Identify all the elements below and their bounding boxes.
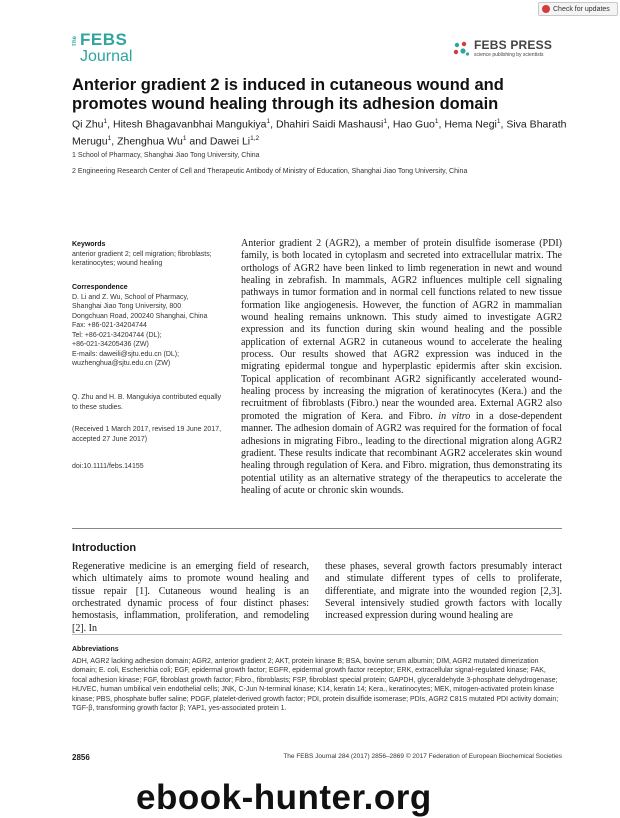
author-list <box>72 115 572 148</box>
author-name: Dhahiri Saidi Mashausi <box>275 118 384 131</box>
affiliation-2: 2 Engineering Research Center of Cell and Therapeutic Antibody of Ministry of Education, Shanghai Jiao Tong University, China <box>72 168 468 175</box>
author-separator: , <box>270 118 276 131</box>
author-name: Hitesh Bhagavanbhai Mangukiya <box>112 118 267 131</box>
author-separator: , <box>107 118 113 131</box>
affiliation-1: 1 School of Pharmacy, Shanghai Jiao Tong University, China <box>72 152 260 159</box>
correspondence-heading: Correspondence <box>72 284 128 291</box>
press-tagline: science publishing by scientists <box>474 52 544 58</box>
author-separator: , <box>500 118 507 131</box>
updates-icon <box>542 5 550 13</box>
check-for-updates-label: Check for updates <box>553 6 610 13</box>
febs-journal-logo <box>72 30 154 70</box>
correspondence-line: +86-021-34205436 (ZW) <box>72 341 149 348</box>
abbreviations-divider <box>72 634 562 635</box>
correspondence-line: Tel: +86-021-34204744 (DL); <box>72 331 162 339</box>
logo-the-text: The <box>72 36 78 47</box>
correspondence-block <box>72 283 222 369</box>
author-name: Hema Negi <box>444 118 497 131</box>
author-separator: and <box>186 135 210 147</box>
author-affiliation-mark: 1 <box>103 118 108 125</box>
abbreviations-heading: Abbreviations <box>72 646 119 653</box>
author-affiliation-mark: 1,2 <box>250 134 260 142</box>
author-separator: , <box>111 135 118 147</box>
introduction-col-1: Regenerative medicine is an emerging field of research, which ultimately aims to promote wound healing and tissue repair [1]. Cutaneous wound healing is an orchestrated dynamic process of four distinct phases: hemostasis, inflammation, proliferation, and remodeling [2]. In <box>72 561 309 634</box>
author-name: Dawei Li <box>209 135 251 147</box>
correspondence-line: Shanghai Jiao Tong University, 800 <box>72 303 182 310</box>
correspondence-email-link[interactable]: E-mails: daweili@sjtu.edu.cn (DL); <box>72 350 180 358</box>
correspondence-line: Fax: +86-021-34204744 <box>72 322 147 329</box>
logo-febs-text: FEBS <box>80 30 128 49</box>
author-separator: , <box>438 118 445 131</box>
keywords-text: anterior gradient 2; cell migration; fibroblasts; keratinocytes; wound healing <box>72 250 212 267</box>
logo-journal-text: Journal <box>80 48 133 65</box>
febs-press-logo <box>452 38 562 60</box>
author-affiliation-mark: 1 <box>496 118 501 125</box>
introduction-heading: Introduction <box>72 542 137 554</box>
abbreviations-text: ADH, AGR2 lacking adhesion domain; AGR2, anterior gradient 2; AKT, protein kinase B; BSA, bovine serum albumin; DIM, AGR2 mutated dimerization domain; E. coli, Escherichia coli; EGF, epidermal growth factor; EGFR, epidermal growth factor receptor; ERK, extracellular signal-regulated kinase; FAK, focal adhesion kinase; FGF, fibroblast growth factor; Fibro., fibroblasts; FSP, fibroblast special protein; GAPDH, glyceraldehyde 3-phosphate dehydrogenase; HUVEC, human umbilical vein endothelial cells; JNK, C-Jun N-terminal kinase; K14, keratin 14; Kera., keratinocytes; MEK, mitogen-activated protein kinase kinase; PBS, phosphate buffer saline; PDGF, platelet-derived growth factor; PDI, protein disulfide isomerase; PDIs, AGR2 C81S mutated PDI activity domain; TGF-β, transforming growth factor β; YAP1, yes-associated protein 1. <box>72 658 559 713</box>
author-name: Zhenghua Wu <box>117 135 183 147</box>
section-divider <box>72 528 562 529</box>
contribution-note: Q. Zhu and H. B. Mangukiya contributed equally to these studies. <box>72 394 222 411</box>
correspondence-line: Dongchuan Road, 200240 Shanghai, China <box>72 312 208 320</box>
received-dates: (Received 1 March 2017, revised 19 June 2017, accepted 27 June 2017) <box>72 426 222 443</box>
page-number: 2856 <box>72 753 90 762</box>
author-separator: , <box>387 118 393 131</box>
correspondence-line: D. Li and Z. Wu, School of Pharmacy, <box>72 293 189 301</box>
keywords-block <box>72 240 222 269</box>
press-name: FEBS PRESS <box>474 38 553 52</box>
author-name: Siva Bharath Merugu <box>72 118 567 147</box>
author-name: Hao Guo <box>392 118 435 131</box>
italic-term: in vitro <box>438 410 471 422</box>
article-title: Anterior gradient 2 is induced in cutaneous wound and promotes wound healing through its adhesion domain <box>72 76 504 113</box>
check-for-updates-button[interactable] <box>538 2 618 16</box>
author-affiliation-mark: 1 <box>434 118 439 125</box>
author-affiliation-mark: 1 <box>182 134 187 142</box>
doi-link[interactable]: doi:10.1111/febs.14155 <box>72 463 144 470</box>
correspondence-email-link[interactable]: wuzhenghua@sjtu.edu.cn (ZW) <box>72 360 171 367</box>
watermark-text: ebook-hunter.org <box>136 778 432 817</box>
author-affiliation-mark: 1 <box>266 118 271 125</box>
journal-citation: The FEBS Journal 284 (2017) 2856–2869 © 2017 Federation of European Biochemical Societies <box>283 753 562 760</box>
introduction-col-2: these phases, several growth factors presumably interact and stimulate different types of cells to proliferate, differentiate, and migrate into the wounded region [2,3]. Several intensively studied growth factors with locally increased expression during wound healing are <box>325 561 562 622</box>
abstract-text: Anterior gradient 2 (AGR2), a member of protein disulfide isomerase (PDI) family, is both located in cytoplasm and secreted into extracellular matrix. The orthologs of AGR2 have been linked to limb regeneration in newt and wound healing in zebrafish. In mammals, AGR2 influences multiple cell signaling pathways in tumor formation and in normal cell functions related to new tissue formation like angiogenesis. However, the function of AGR2 in mammalian wound healing remains unknown. This study aimed to investigate AGR2 expression and its function during skin wound healing and the possible application of external AGR2 in cutaneous wound to accelerate the healing process. Our results showed that AGR2 expression was induced in the migrating epidermal tongue and hyperplastic epidermis after skin excision. Topical application of recombinant AGR2 significantly accelerated wound-healing process by increasing the migration of keratinocytes (Kera.) and the recruitment of fibroblasts (Fibro.) near the wounded area. External AGR2 also promoted the migration of Kera. and Fibro. in vitro in a dose-dependent manner. The adhesion domain of AGR2 was required for the formation of focal adhesions in migrating Fibro., leading to the directional migration along AGR2 gradient. These results indicate that recombinant AGR2 accelerates skin wound healing through regulation of Kera. and Fibro. migration, thus demonstrating its potential utility as an alternative strategy of the therapeutics to accelerate the healing of acute or chronic skin wounds. <box>241 238 563 496</box>
keywords-heading: Keywords <box>72 241 106 248</box>
author-affiliation-mark: 1 <box>383 118 387 125</box>
author-name: Qi Zhu <box>72 118 104 131</box>
febs-press-mark-icon <box>452 40 470 58</box>
author-affiliation-mark: 1 <box>107 134 112 142</box>
